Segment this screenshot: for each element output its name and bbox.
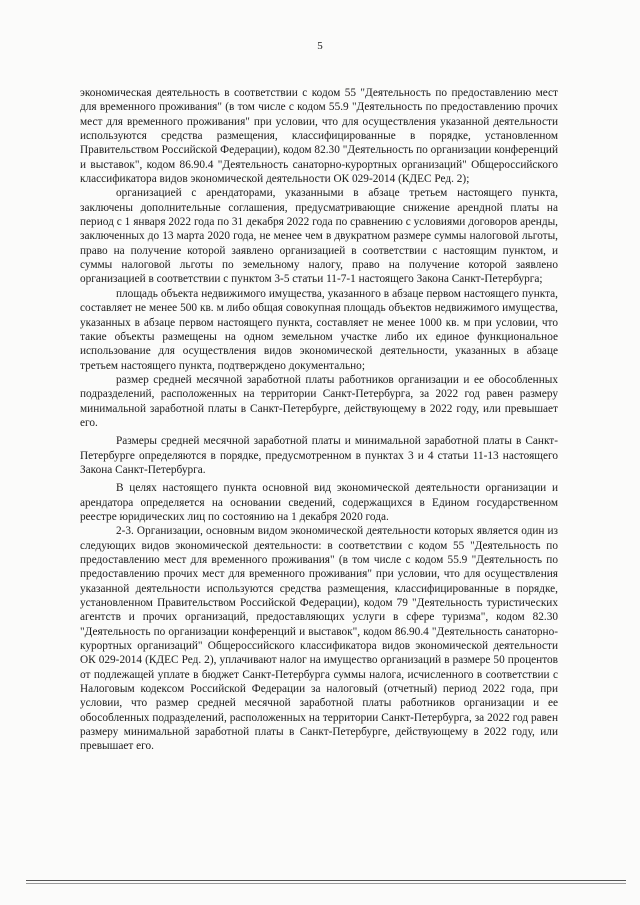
paragraph-clause-2-3: 2-3. Организации, основным видом экономической деятельности которых является один из следующих видов экономической деятельности: в соответствии с кодом 55 "Деятельность по предоставлению мест для временного проживания" (в том числе с кодом 55.9 "Деятельность по предоставлению прочих мест для временного проживания" при условии, что для осуществления указанной деятельности используются средства размещения, классифицированные в порядке, установленном Правительством Российской Федерации), кодом 79 "Деятельность туристических агентств и прочих организаций, предоставляющих услуги в сфере туризма", кодом 82.30 "Деятельность по организации конференций и выставок", кодом 86.90.4 "Деятельность санаторно-курортных организаций" Общероссийского классификатора видов экономической деятельности ОК 029-2014 (КДЕС Ред. 2), уплачивают налог на имущество организаций в размере 50 процентов от подлежащей уплате в бюджет Санкт-Петербурга суммы налога, исчисленного в соответствии с Налоговым кодексом Российской Федерации за налоговый (отчетный) период 2022 года, при условии, что размер средней месячной заработной платы работников организации и ее обособленных подразделений, расположенных на территории Санкт-Петербурга, за 2022 год равен размеру минимальной заработной платы в Санкт-Петербурге, действующему в 2022 году, или превышает его. [80,525,558,753]
document-body [80,86,558,754]
paragraph-activity-determination: В целях настоящего пункта основной вид экономической деятельности организации и арендатора определяется на основании сведений, содержащихся в Едином государственном реестре юридических лиц по состоянию на 1 декабря 2020 года. [80,482,558,523]
paragraph-average-salary: размер средней месячной заработной платы работников организации и ее обособленных подразделений, расположенных на территории Санкт-Петербурга, за 2022 год равен размеру минимальной заработной платы в Санкт-Петербурге, действующему в 2022 году, или превышает его. [80,373,558,429]
paragraph-salary-definition: Размеры средней месячной заработной платы и минимальной заработной платы в Санкт-Петербурге определяются в порядке, предусмотренном в пунктах 3 и 4 статьи 11-13 настоящего Закона Санкт-Петербурга. [80,435,558,476]
paragraph-continuation: экономическая деятельность в соответствии с кодом 55 "Деятельность по предоставлению мест для временного проживания" (в том числе с кодом 55.9 "Деятельность по предоставлению прочих мест для временного проживания" при условии, что для осуществления указанной деятельности используются средства размещения, классифицированные в порядке, установленном Правительством Российской Федерации), кодом 82.30 "Деятельность по организации конференций и выставок", кодом 86.90.4 "Деятельность санаторно-курортных организаций" Общероссийского классификатора видов экономической деятельности ОК 029-2014 (КДЕС Ред. 2); [80,87,558,186]
paragraph-property-area: площадь объекта недвижимого имущества, указанного в абзаце первом настоящего пункта, составляет не менее 500 кв. м либо общая совокупная площадь объектов недвижимого имущества, указанных в абзаце первом настоящего пункта, составляет не менее 1000 кв. м при условии, что такие объекты размещены на одном земельном участке либо их единое функциональное использование для осуществления видов экономической деятельности, указанных в абзаце третьем настоящего пункта, подтверждено документально; [80,287,558,372]
bottom-rule-secondary [26,883,626,884]
page-number: 5 [317,40,323,52]
paragraph-lease-agreements: организацией с арендаторами, указанными в абзаце третьем настоящего пункта, заключены дополнительные соглашения, предусматривающие снижение арендной платы на период с 1 января 2022 года по 31 декабря 2022 года по сравнению с условиями договоров аренды, заключенных до 13 марта 2020 года, не менее чем в двукратном размере суммы налоговой льготы, право на получение которой заявлено организацией в соответствии с настоящим пунктом, и суммы налоговой льготы по земельному налогу, право на получение которой заявлено организацией в соответствии с пунктом 3-5 статьи 11-7-1 настоящего Закона Санкт-Петербурга; [80,187,558,286]
bottom-rule [26,880,626,881]
